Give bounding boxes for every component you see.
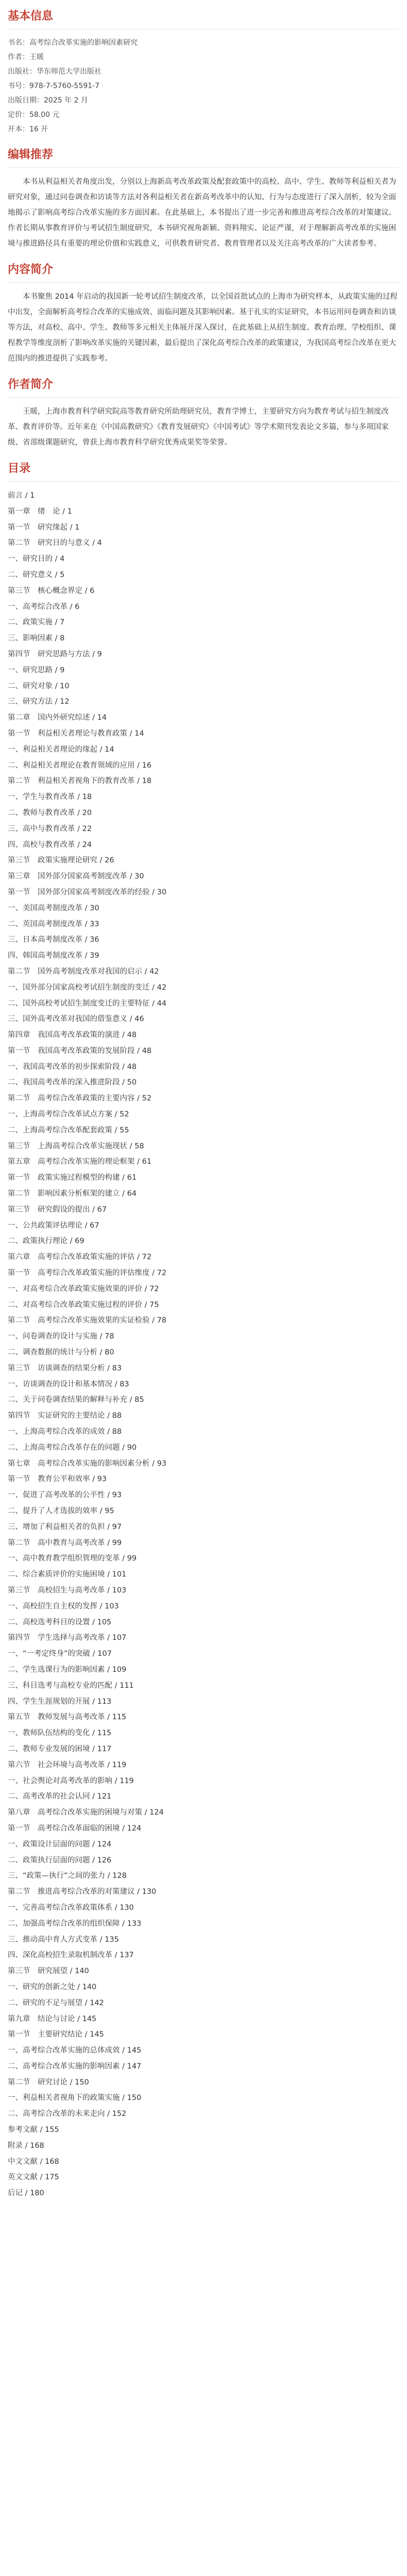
toc-item: 第二节 推进高考综合改革的对策建议 / 130 bbox=[8, 1888, 157, 1896]
toc-item: 第五节 教师发展与高考改革 / 115 bbox=[8, 1713, 127, 1722]
toc-item: 第一节 我国高考改革政策的发展阶段 / 48 bbox=[8, 1046, 152, 1055]
toc-item: 二、上海高考综合改革配套政策 / 55 bbox=[8, 1126, 129, 1134]
toc-item: 第三节 高校招生与高考改革 / 103 bbox=[8, 1586, 127, 1595]
section-divider bbox=[8, 481, 399, 482]
toc-item: 四、学生生涯规划的开展 / 113 bbox=[8, 1697, 112, 1706]
toc-item: 三、研究方法 / 12 bbox=[8, 698, 70, 706]
toc-item: 三、影响因素 / 8 bbox=[8, 634, 65, 643]
toc-item: 二、上海高考综合改革存在的问题 / 90 bbox=[8, 1443, 137, 1452]
toc-item: 第一节 政策实施过程模型的构建 / 61 bbox=[8, 1174, 137, 1182]
toc-item: 第一节 国外部分国家高考制度改革的经验 / 30 bbox=[8, 888, 167, 896]
toc-item: 二、教师专业发展的困境 / 117 bbox=[8, 1744, 112, 1753]
toc-item: 第五章 高考综合改革实施的理论框架 / 61 bbox=[8, 1158, 152, 1166]
toc-item: 三、推动高中育人方式变革 / 135 bbox=[8, 1935, 119, 1944]
toc-item: 二、我国高考改革的深入推进阶段 / 50 bbox=[8, 1078, 137, 1087]
toc-item: 第三节 核心概念界定 / 6 bbox=[8, 586, 95, 595]
toc-item: 一、教师队伍结构的变化 / 115 bbox=[8, 1729, 112, 1738]
toc-item: 附录 / 168 bbox=[8, 2141, 44, 2150]
author-heading: 作者简介 bbox=[8, 378, 54, 391]
toc-item: 二、教师与教育改革 / 20 bbox=[8, 808, 92, 817]
toc-item: 一、完善高考综合改革政策体系 / 130 bbox=[8, 1903, 134, 1912]
toc-item: 一、高考综合改革实施的总体成效 / 145 bbox=[8, 2046, 142, 2055]
toc-item: 参考文献 / 155 bbox=[8, 2126, 59, 2134]
info-price: 定价：58.00 元 bbox=[8, 111, 60, 119]
toc-item: 第七章 高考综合改革实施的影响因素分析 / 93 bbox=[8, 1459, 167, 1468]
toc-item: 二、英国高考制度改革 / 33 bbox=[8, 920, 99, 928]
toc-item: 二、研究对象 / 10 bbox=[8, 682, 70, 690]
toc-item: 一、对高考综合改革政策实施效果的评价 / 72 bbox=[8, 1284, 159, 1293]
toc-item: 第一节 高考综合改革面临的困境 / 124 bbox=[8, 1824, 142, 1833]
toc-item: 中文文献 / 168 bbox=[8, 2157, 59, 2166]
toc-item: 第二节 高考综合改革实施效果的实证检验 / 78 bbox=[8, 1316, 167, 1325]
toc-item: 第二节 研究讨论 / 150 bbox=[8, 2078, 89, 2087]
toc-item: 三、高中与教育改革 / 22 bbox=[8, 824, 92, 833]
toc-item: 第三节 研究展望 / 140 bbox=[8, 1967, 89, 1976]
section-divider bbox=[8, 167, 399, 168]
toc-item: 第一节 利益相关者理论与教育政策 / 14 bbox=[8, 729, 144, 738]
toc-item: 第二节 影响因素分析框架的建立 / 64 bbox=[8, 1190, 137, 1198]
toc-item: 二、利益相关者理论在教育领域的应用 / 16 bbox=[8, 761, 152, 770]
toc-item: 第一节 研究缘起 / 1 bbox=[8, 523, 80, 532]
summary-heading: 内容简介 bbox=[8, 263, 54, 276]
toc-item: 第四节 实证研究的主要结论 / 88 bbox=[8, 1412, 122, 1420]
toc-item: 第三节 访谈调查的结果分析 / 83 bbox=[8, 1364, 122, 1372]
toc-item: 第六节 社会环境与高考改革 / 119 bbox=[8, 1760, 127, 1769]
toc-item: 二、研究的不足与展望 / 142 bbox=[8, 1998, 104, 2007]
toc-item: 第四章 我国高考改革政策的演进 / 48 bbox=[8, 1031, 137, 1040]
toc-item: 第九章 结论与讨论 / 145 bbox=[8, 2014, 97, 2023]
toc-item: 第一节 教育公平和效率 / 93 bbox=[8, 1475, 107, 1484]
toc-item: 一、研究的创新之处 / 140 bbox=[8, 1982, 97, 1991]
toc-item: 二、调查数据的统计与分析 / 80 bbox=[8, 1348, 114, 1357]
toc-item: 一、问卷调查的设计与实施 / 78 bbox=[8, 1332, 114, 1341]
recommendation-paragraph: 本书从利益相关者角度出发，分别以上海新高考改革政策及配套政策中的高校、高中、学生、教师等利益相关者为研究对象，通过问卷调查和访谈等方法对各利益相关者在新高考改革中的认知、行为与态度进行了深入剖析，较为全面地揭示了影响高考综合改革实施的多方面因素。在此基础上，本书提出了进一步完善和推进高考综合改革的对策建议。作者长期从事教育评价与考试招生制度研究，本书研究视角新颖、资料翔实、论证严谨，对于理解新高考改革的实施困境与推进路径具有重要的理论价值和实践意义，可供教育研究者、教育管理者以及关注高考改革的广大读者参考。 bbox=[8, 178, 396, 248]
toc-item: 一、研究目的 / 4 bbox=[8, 555, 65, 564]
toc-heading: 目录 bbox=[8, 462, 31, 475]
toc-item: 四、深化高校招生录取机制改革 / 137 bbox=[8, 1951, 134, 1960]
toc-item: 一、访谈调查的设计和基本情况 / 83 bbox=[8, 1380, 129, 1388]
summary-paragraph: 本书聚焦 2014 年启动的我国新一轮考试招生制度改革，以全国首批试点的上海市为研究样本，从政策实施的过程中出发，全面解析高考综合改革的实施成效、面临问题及其影响因素。基于扎实的实证研究，本书运用问卷调查和访谈等方法，对高校、高中、学生、教师等多元相关主体展开深入探讨，在此基础上从招生制度、教育治理、学校组织、课程教学等维度剖析了影响改革实施的关键因素，最后提出了深化高考综合改革的政策建议，为我国高考综合改革在更大范围内的推进提供了实践参考。 bbox=[8, 293, 398, 363]
toc-item: 第三节 研究假设的提出 / 67 bbox=[8, 1205, 107, 1214]
toc-item: 一、上海高考综合改革试点方案 / 52 bbox=[8, 1110, 129, 1119]
toc-item: 三、科目选考与高校专业的匹配 / 111 bbox=[8, 1681, 134, 1690]
toc-item: 第三节 上海高考综合改革实施现状 / 58 bbox=[8, 1142, 144, 1150]
toc-item: 二、学生选课行为的影响因素 / 109 bbox=[8, 1665, 127, 1674]
toc-item: 二、政策实施 / 7 bbox=[8, 618, 65, 627]
toc-item: 第一章 绪 论 / 1 bbox=[8, 507, 72, 516]
toc-item: 一、高考综合改革 / 6 bbox=[8, 602, 80, 611]
toc-item: 一、政策设计层面的问题 / 124 bbox=[8, 1840, 112, 1849]
toc-item: 二、高考改革的社会认同 / 121 bbox=[8, 1792, 112, 1801]
toc-item: 一、高校招生自主权的发挥 / 103 bbox=[8, 1602, 119, 1611]
toc-item: 英文文献 / 175 bbox=[8, 2173, 59, 2182]
toc-item: 第三章 国外部分国家高考制度改革 / 30 bbox=[8, 872, 144, 881]
toc-item: 四、韩国高考制度改革 / 39 bbox=[8, 952, 99, 960]
toc-item: 二、高校选考科目的设置 / 105 bbox=[8, 1618, 112, 1626]
author-paragraph: 王暖，上海市教育科学研究院高等教育研究所助理研究员，教育学博士，主要研究方向为教育考试与招生制度改革、教育评价等。近年来在《中国高教研究》《教育发展研究》《中国考试》等学术期刊发表论文多篇，参与多项国家级、省部级课题研究，曾获上海市教育科学研究优秀成果奖等荣誉。 bbox=[8, 408, 389, 447]
toc-list bbox=[8, 488, 399, 2201]
toc-item: 三、“政策—执行”之间的张力 / 128 bbox=[8, 1872, 127, 1880]
toc-item: 三、日本高考制度改革 / 36 bbox=[8, 936, 99, 944]
toc-item: 二、综合素质评价的实施困境 / 101 bbox=[8, 1570, 127, 1579]
toc-item: 一、上海高考综合改革的成效 / 88 bbox=[8, 1428, 122, 1436]
toc-item: 一、学生与教育改革 / 18 bbox=[8, 793, 92, 802]
toc-item: 二、政策执行层面的问题 / 126 bbox=[8, 1856, 112, 1865]
toc-item: 第四节 学生选择与高考改革 / 107 bbox=[8, 1634, 127, 1642]
recommendation-heading: 编辑推荐 bbox=[8, 148, 54, 161]
info-title: 书名：高考综合改革实施的影响因素研究 bbox=[8, 39, 138, 47]
toc-item: 第二节 国外高考制度改革对我国的启示 / 42 bbox=[8, 967, 159, 976]
toc-item: 三、国外高考改革对我国的借鉴意义 / 46 bbox=[8, 1015, 144, 1024]
toc-item: 二、加强高考综合改革的组织保障 / 133 bbox=[8, 1919, 142, 1928]
info-isbn: 书号：978-7-5760-5591-7 bbox=[8, 82, 100, 90]
toc-item: 二、研究意义 / 5 bbox=[8, 570, 65, 579]
basic-info-list bbox=[8, 36, 399, 137]
toc-item: 二、提升了人才选拔的效率 / 95 bbox=[8, 1507, 114, 1515]
toc-item: 二、政策执行理论 / 69 bbox=[8, 1237, 84, 1246]
toc-item: 第二节 高中教育与高考改革 / 99 bbox=[8, 1538, 122, 1547]
toc-item: 第一节 主要研究结论 / 145 bbox=[8, 2030, 104, 2039]
toc-item: 一、我国高考改革的初步探索阶段 / 48 bbox=[8, 1062, 137, 1071]
toc-item: 一、研究思路 / 9 bbox=[8, 666, 65, 674]
info-format: 开本：16 开 bbox=[8, 125, 48, 133]
toc-item: 第四节 研究思路与方法 / 9 bbox=[8, 650, 102, 658]
basic-info-heading: 基本信息 bbox=[8, 10, 54, 23]
toc-item: 前言 / 1 bbox=[8, 492, 35, 500]
toc-item: 第三节 政策实施理论研究 / 26 bbox=[8, 856, 114, 865]
toc-item: 三、增加了利益相关者的负担 / 97 bbox=[8, 1522, 122, 1531]
toc-item: 一、社会舆论对高考改革的影响 / 119 bbox=[8, 1776, 134, 1785]
toc-item: 二、高考综合改革的未来走向 / 152 bbox=[8, 2110, 127, 2119]
toc-item: 一、“一考定终身”的突破 / 107 bbox=[8, 1650, 112, 1658]
toc-item: 第二节 研究目的与意义 / 4 bbox=[8, 539, 102, 548]
toc-item: 一、高中教育教学组织管理的变革 / 99 bbox=[8, 1554, 137, 1563]
toc-item: 四、高校与教育改革 / 24 bbox=[8, 840, 92, 849]
info-publisher: 出版社：华东师范大学出版社 bbox=[8, 67, 101, 76]
toc-item: 第二节 高考综合改革政策的主要内容 / 52 bbox=[8, 1094, 152, 1103]
toc-item: 一、国外部分国家高校考试招生制度的变迁 / 42 bbox=[8, 983, 167, 992]
toc-item: 第二章 国内外研究综述 / 14 bbox=[8, 714, 107, 722]
toc-item: 一、利益相关者视角下的政策实施 / 150 bbox=[8, 2094, 142, 2103]
toc-item: 第六章 高考综合改革政策实施的评估 / 72 bbox=[8, 1253, 152, 1262]
toc-item: 第二节 利益相关者视角下的教育改革 / 18 bbox=[8, 777, 152, 786]
toc-item: 一、利益相关者理论的缘起 / 14 bbox=[8, 745, 114, 754]
toc-item: 一、美国高考制度改革 / 30 bbox=[8, 904, 99, 912]
info-publish-date: 出版日期：2025 年 2 月 bbox=[8, 96, 88, 105]
toc-item: 一、公共政策评估理论 / 67 bbox=[8, 1221, 99, 1230]
info-author: 作者：王暖 bbox=[8, 53, 44, 61]
toc-item: 二、高考综合改革实施的影响因素 / 147 bbox=[8, 2062, 142, 2071]
toc-item: 第一节 高考综合改革政策实施的评估维度 / 72 bbox=[8, 1269, 167, 1278]
toc-item: 二、国外高校考试招生制度变迁的主要特征 / 44 bbox=[8, 999, 167, 1008]
section-divider bbox=[8, 397, 399, 398]
toc-item: 第八章 高考综合改革实施的困境与对策 / 124 bbox=[8, 1808, 164, 1817]
toc-item: 后记 / 180 bbox=[8, 2189, 44, 2198]
toc-item: 二、对高考综合改革政策实施过程的评价 / 75 bbox=[8, 1300, 159, 1309]
toc-item: 二、关于问卷调查结果的解释与补充 / 85 bbox=[8, 1396, 144, 1404]
section-divider bbox=[8, 282, 399, 283]
toc-item: 一、促进了高考改革的公平性 / 93 bbox=[8, 1491, 122, 1500]
